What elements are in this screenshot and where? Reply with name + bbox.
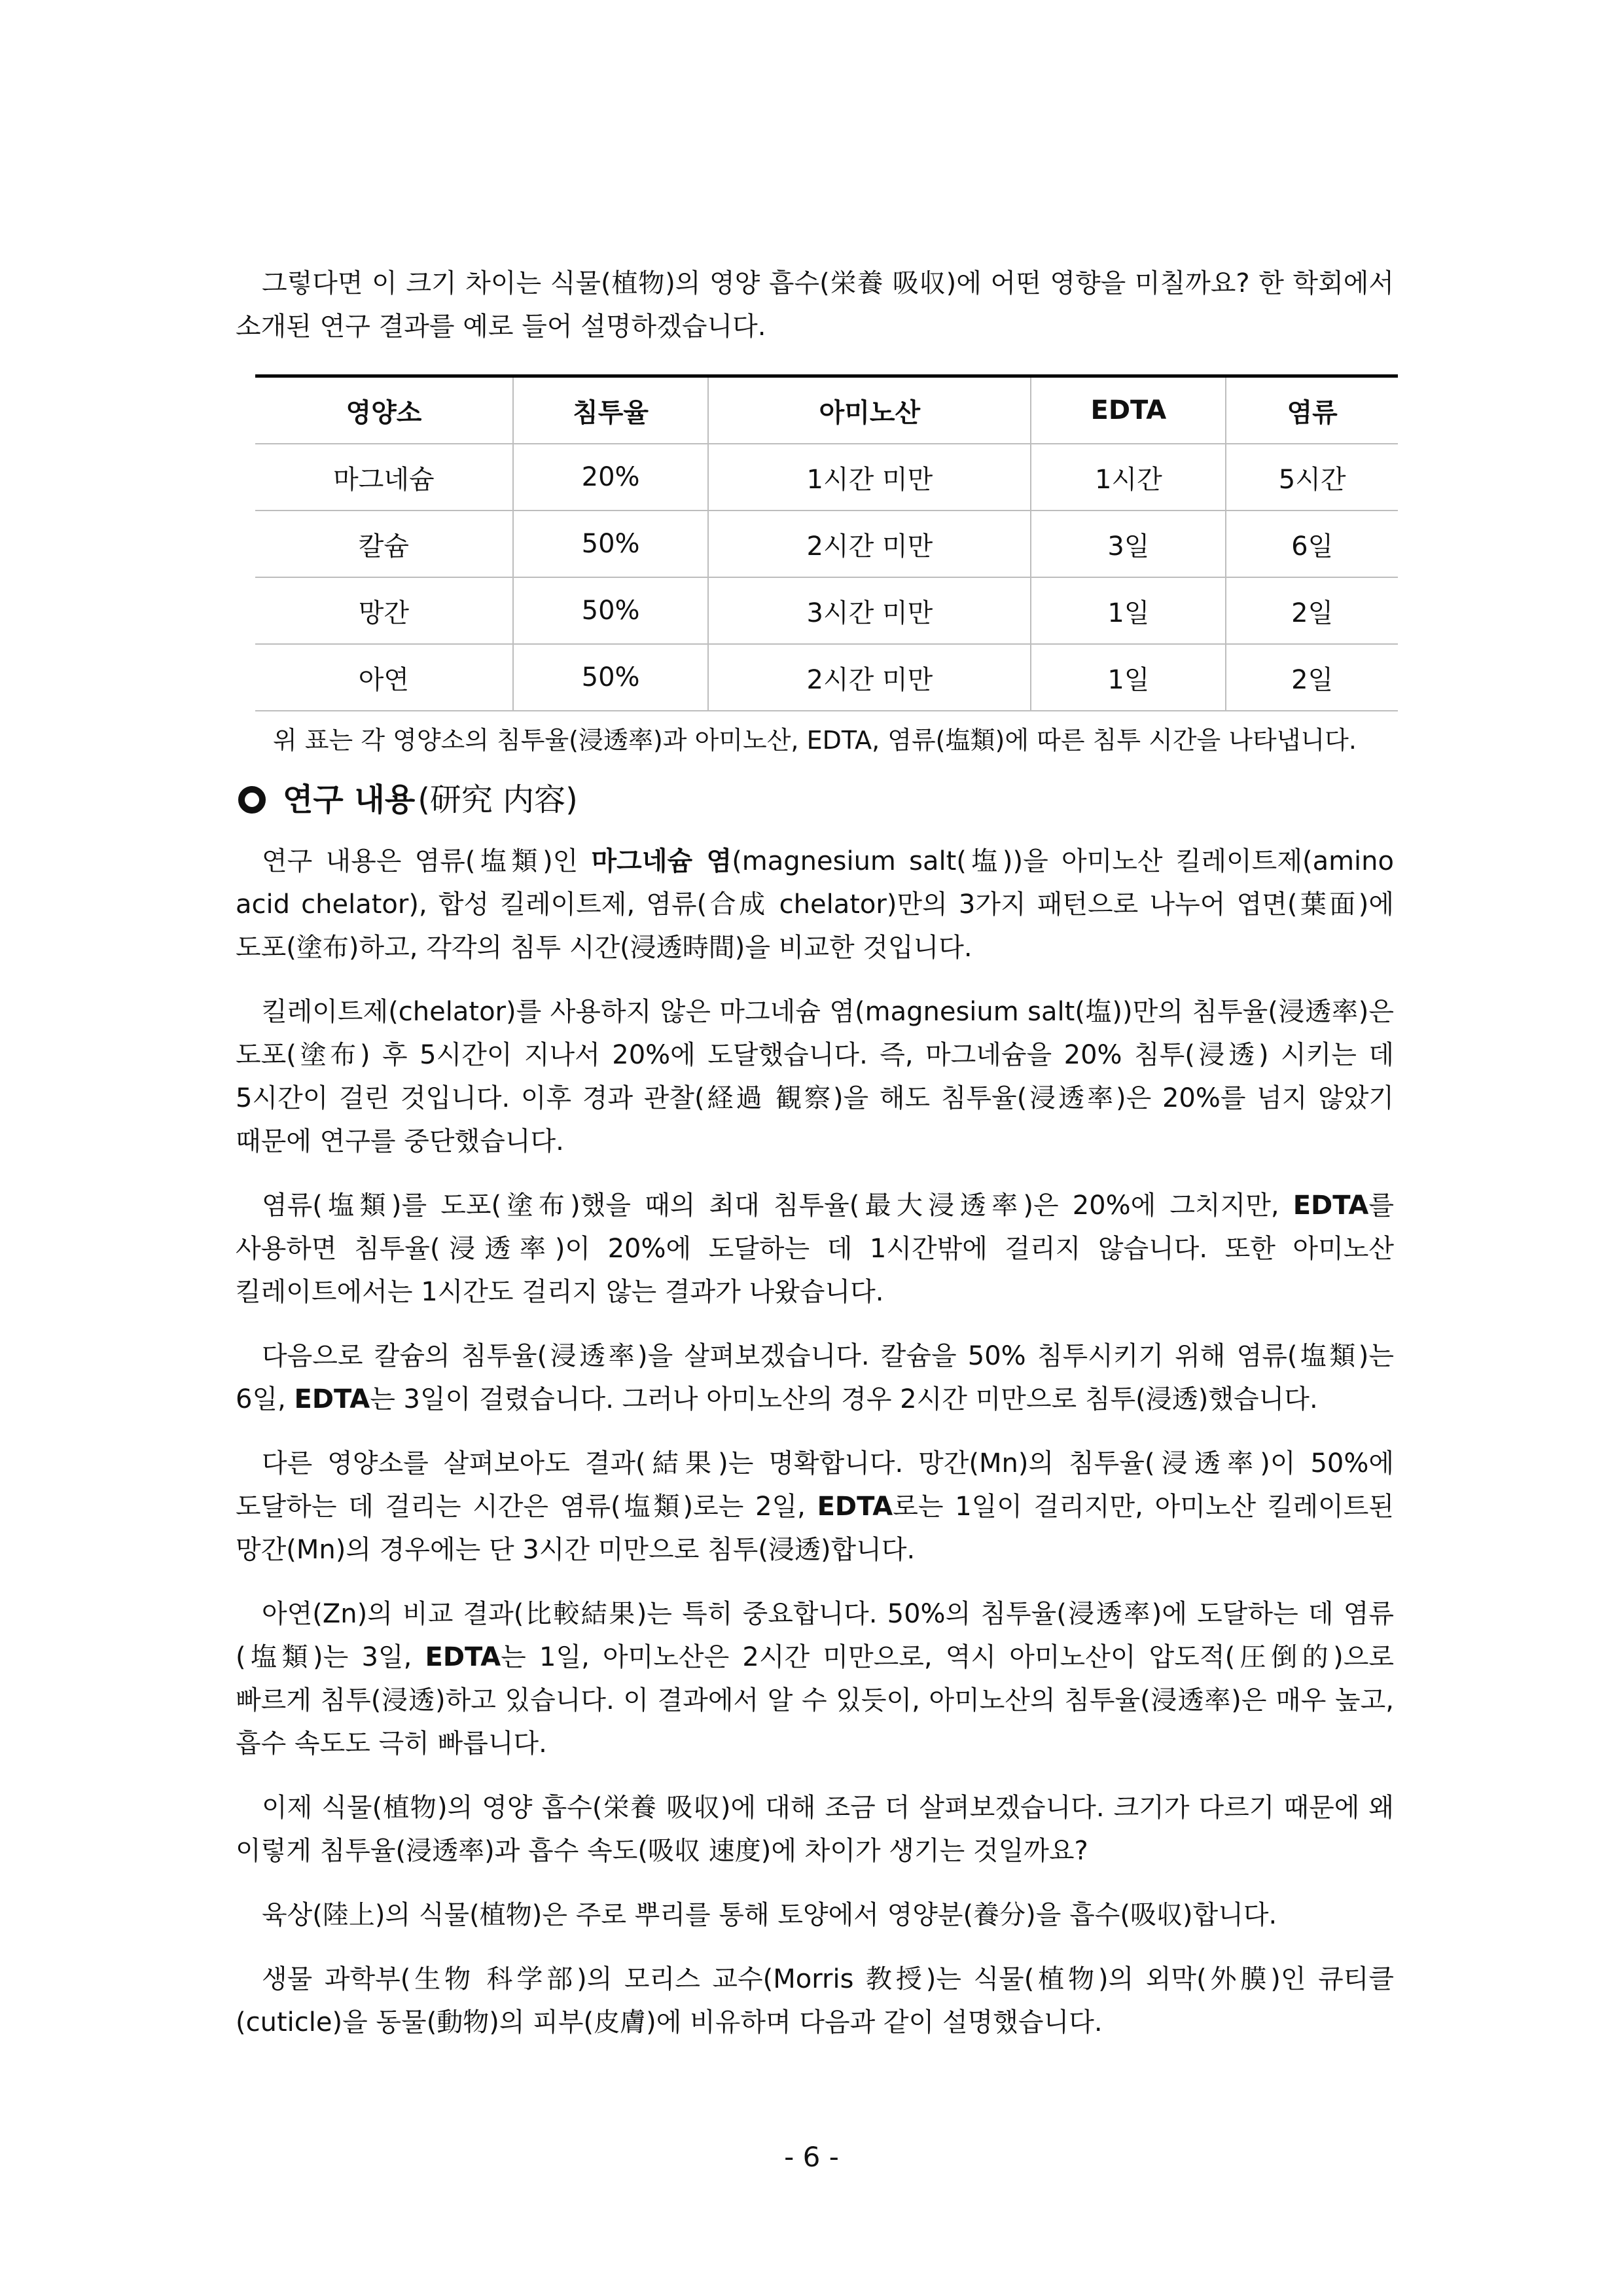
bold-term: EDTA: [294, 1384, 370, 1414]
table-row: [255, 644, 1398, 711]
text-run: (magnesium salt(塩))을 아미노산 킬레이트제(amino acid chelator), 합성 킬레이트제, 염류(合成 chelator)만의 3가지 패턴으로 나누어 엽면(葉面)에 도포(塗布)하고, 각각의 침투 시간(浸透時間)을 비교한 것입니다.: [236, 846, 1394, 963]
page-number: - 6 -: [784, 2141, 839, 2173]
table-cell: 마그네슘: [255, 444, 513, 511]
table-cell: 망간: [255, 577, 513, 644]
text-run: 로는 1일이 걸리지만, 아미노산 킬레이트된 망간(Mn)의 경우에는 단 3시간 미만으로 침투(浸透)합니다.: [236, 1492, 1395, 1565]
paragraph-8: 육상(陸上)의 식물(植物)은 주로 뿌리를 통해 토양에서 영양분(養分)을 흡수(吸収)합니다.: [262, 1900, 1277, 1930]
header-nutrient: 영양소: [255, 376, 513, 444]
intro-paragraph: 그렇다면 이 크기 차이는 식물(植物)의 영양 흡수(栄養 吸収)에 어떤 영향을 미칠까요? 한 학회에서 소개된 연구 결과를 예로 들어 설명하겠습니다.: [236, 268, 1394, 342]
paragraph-9: 생물 과학부(生物 科学部)의 모리스 교수(Morris 教授)는 식물(植物)의 외막(外膜)인 큐티클(cuticle)을 동물(動物)의 피부(皮膚)에 비유하며 다음과 같이 설명했습니다.: [236, 1964, 1394, 2037]
table-cell: 2일: [1226, 644, 1398, 711]
bold-term: EDTA: [817, 1492, 893, 1522]
section-heading: [236, 777, 1394, 823]
table-row: [255, 577, 1398, 644]
table-header-row: [255, 376, 1398, 444]
table-cell: 1일: [1031, 644, 1226, 711]
header-salts: 염류: [1226, 376, 1398, 444]
table-cell: 5시간: [1226, 444, 1398, 511]
table-row: [255, 511, 1398, 577]
table-caption: 위 표는 각 영양소의 침투율(浸透率)과 아미노산, EDTA, 염류(塩類)에 따른 침투 시간을 나타냅니다.: [273, 726, 1357, 755]
table-cell: 50%: [513, 577, 709, 644]
text-run: 를 사용하면 침투율(浸透率)이 20%에 도달하는 데 1시간밖에 걸리지 않습니다. 또한 아미노산 킬레이트에서는 1시간도 걸리지 않는 결과가 나왔습니다.: [236, 1191, 1394, 1307]
table-cell: 2시간 미만: [708, 644, 1031, 711]
text-run: 는 1일, 아미노산은 2시간 미만으로, 역시 아미노산이 압도적(圧倒的)으로 빠르게 침투(浸透)하고 있습니다. 이 결과에서 알 수 있듯이, 아미노산의 침투율(浸透率)은 매우 높고, 흡수 속도도 극히 빠릅니다.: [236, 1642, 1394, 1759]
bold-term: 마그네슘 염: [591, 846, 732, 876]
text-run: 아연(Zn)의 비교 결과(比較結果)는 특히 중요합니다. 50%의 침투율(浸透率)에 도달하는 데 염류(塩類)는 3일,: [236, 1599, 1394, 1672]
circle-bullet-icon: [238, 786, 266, 814]
table-cell: 50%: [513, 511, 709, 577]
text-run: 연구 내용은 염류(塩類)인: [262, 846, 592, 876]
page-content: [236, 262, 1394, 2065]
paragraph-6: [236, 1592, 1394, 1765]
paragraph-2: 킬레이트제(chelator)를 사용하지 않은 마그네슘 염(magnesium salt(塩))만의 침투율(浸透率)은 도포(塗布) 후 5시간이 지나서 20%에 도달했습니다. 즉, 마그네슘을 20% 침투(浸透) 시키는 데 5시간이 걸린 것입니다. 이후 경과 관찰(経過 観察)을 해도 침투율(浸透率)은 20%를 넘지 않았기 때문에 연구를 중단했습니다.: [236, 997, 1394, 1157]
table-cell: 1일: [1031, 577, 1226, 644]
table-cell: 2일: [1226, 577, 1398, 644]
section-title-bold: 연구 내용: [283, 781, 416, 818]
table-cell: 6일: [1226, 511, 1398, 577]
table-cell: 3시간 미만: [708, 577, 1031, 644]
table-cell: 아연: [255, 644, 513, 711]
table-cell: 1시간 미만: [708, 444, 1031, 511]
paragraph-5: [236, 1442, 1394, 1571]
table-cell: 2시간 미만: [708, 511, 1031, 577]
table-cell: 1시간: [1031, 444, 1226, 511]
text-run: 다음으로 칼슘의 침투율(浸透率)을 살펴보겠습니다. 칼슘을 50% 침투시키기 위해 염류(塩類)는 6일,: [236, 1341, 1394, 1414]
table-row: [255, 444, 1398, 511]
header-amino-acid: 아미노산: [708, 376, 1031, 444]
paragraph-7: 이제 식물(植物)의 영양 흡수(栄養 吸収)에 대해 조금 더 살펴보겠습니다. 크기가 다르기 때문에 왜 이렇게 침투율(浸透率)과 흡수 속도(吸収 速度)에 차이가 생기는 것일까요?: [236, 1793, 1394, 1866]
table-cell: 20%: [513, 444, 709, 511]
text-run: 다른 영양소를 살펴보아도 결과(結果)는 명확합니다. 망간(Mn)의 침투율(浸透率)이 50%에 도달하는 데 걸리는 시간은 염류(塩類)로는 2일,: [236, 1448, 1394, 1522]
table-cell: 50%: [513, 644, 709, 711]
paragraph-3: [236, 1184, 1394, 1314]
header-penetration-rate: 침투율: [513, 376, 709, 444]
nutrient-table: [255, 374, 1398, 711]
paragraph-4: [236, 1335, 1394, 1421]
section-title-rest: (研究 内容): [418, 781, 578, 818]
header-edta: EDTA: [1031, 376, 1226, 444]
table-cell: 칼슘: [255, 511, 513, 577]
paragraph-1: [236, 840, 1394, 969]
bold-term: EDTA: [1293, 1191, 1369, 1221]
table-cell: 3일: [1031, 511, 1226, 577]
bold-term: EDTA: [425, 1642, 501, 1672]
text-run: 는 3일이 걸렸습니다. 그러나 아미노산의 경우 2시간 미만으로 침투(浸透)했습니다.: [370, 1384, 1318, 1414]
text-run: 염류(塩類)를 도포(塗布)했을 때의 최대 침투율(最大浸透率)은 20%에 그치지만,: [262, 1191, 1293, 1221]
